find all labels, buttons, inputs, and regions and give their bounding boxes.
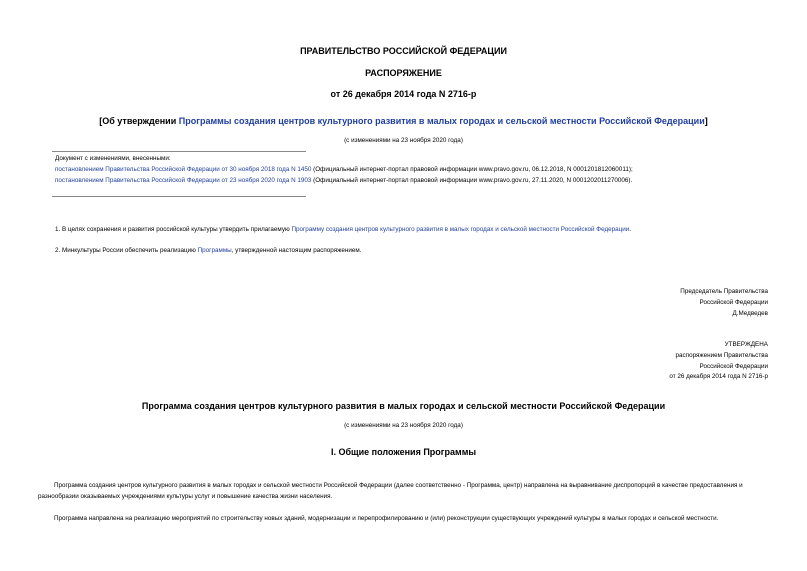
- title-prefix: Об утверждении: [102, 116, 179, 126]
- section-heading: I. Общие положения Программы: [330, 447, 477, 457]
- approved-date: от 26 декабря 2014 года N 2716-р: [669, 373, 768, 380]
- document-type: РАСПОРЯЖЕНИЕ: [365, 68, 442, 78]
- point-2-end: , утвержденной настоящим распоряжением.: [231, 247, 362, 254]
- change-item: [55, 166, 633, 173]
- program-amendment-note: (с изменениями на 23 ноября 2020 года): [344, 422, 463, 429]
- divider-top: [52, 151, 306, 152]
- program-paragraph-2: Программа направлена на реализацию мероприятий по строительству новых зданий, модернизации и перепрофилированию и (или) реконструкции существующих учреждений культуры в малых городах и сельской местности.: [54, 515, 719, 522]
- change-source-2020: (Официальный интернет-портал правовой информации www.pravo.gov.ru, 27.11.2020, N 0001202011270006).: [311, 177, 633, 184]
- change-link-2020[interactable]: постановлением Правительства Российской Федерации от 23 ноября 2020 года N 1903: [55, 177, 312, 184]
- program-paragraph-1: Программа создания центров культурного развития в малых городах и сельской местности Российской Федерации (далее соответственно - Программа, центр) направлена на выравнивание диспропорций в качестве предоставления и разнообразии оказываемых учреждениями культуры услуг и повышение качества жизни населения.: [38, 482, 743, 500]
- approved-order: распоряжением Правительства: [675, 352, 768, 359]
- program-title: Программа создания центров культурного развития в малых городах и сельской местности Российской Федерации: [141, 401, 666, 411]
- point-1-end: .: [629, 226, 632, 233]
- point-1: [55, 226, 631, 233]
- signature-title: Председатель Правительства: [680, 288, 768, 295]
- amendment-note: (с изменениями на 23 ноября 2020 года): [344, 137, 463, 144]
- approved-label: УТВЕРЖДЕНА: [724, 341, 768, 348]
- document-title: [0, 116, 807, 126]
- change-link-2018[interactable]: постановлением Правительства Российской Федерации от 30 ноября 2018 года N 1450: [55, 166, 312, 173]
- point-2-program-link[interactable]: Программы: [197, 247, 232, 254]
- changes-intro: Документ с изменениями, внесенными:: [55, 155, 171, 162]
- point-2-text: 2. Минкультуры России обеспечить реализацию: [55, 247, 198, 254]
- change-source-2018: (Официальный интернет-портал правовой информации www.pravo.gov.ru, 06.12.2018, N 0001201812060011);: [311, 166, 633, 173]
- signature-country: Российской Федерации: [699, 299, 768, 306]
- point-2: [55, 247, 361, 254]
- point-1-program-link[interactable]: Программу создания центров культурного развития в малых городах и сельской местности Российской Федерации: [291, 226, 630, 233]
- title-program-link[interactable]: Программы создания центров культурного развития в малых городах и сельской местности Российской Федерации: [178, 116, 705, 126]
- document-date: от 26 декабря 2014 года N 2716-р: [330, 89, 477, 99]
- point-1-text: 1. В целях сохранения и развития российской культуры утвердить прилагаемую: [55, 226, 292, 233]
- government-heading: ПРАВИТЕЛЬСТВО РОССИЙСКОЙ ФЕДЕРАЦИИ: [300, 46, 507, 56]
- change-item: [55, 177, 632, 184]
- signature-name: Д.Медведев: [732, 310, 768, 317]
- title-open-bracket: [: [99, 116, 103, 126]
- divider-bottom: [52, 196, 306, 197]
- title-close-bracket: ]: [704, 116, 708, 126]
- approved-country: Российской Федерации: [699, 363, 768, 370]
